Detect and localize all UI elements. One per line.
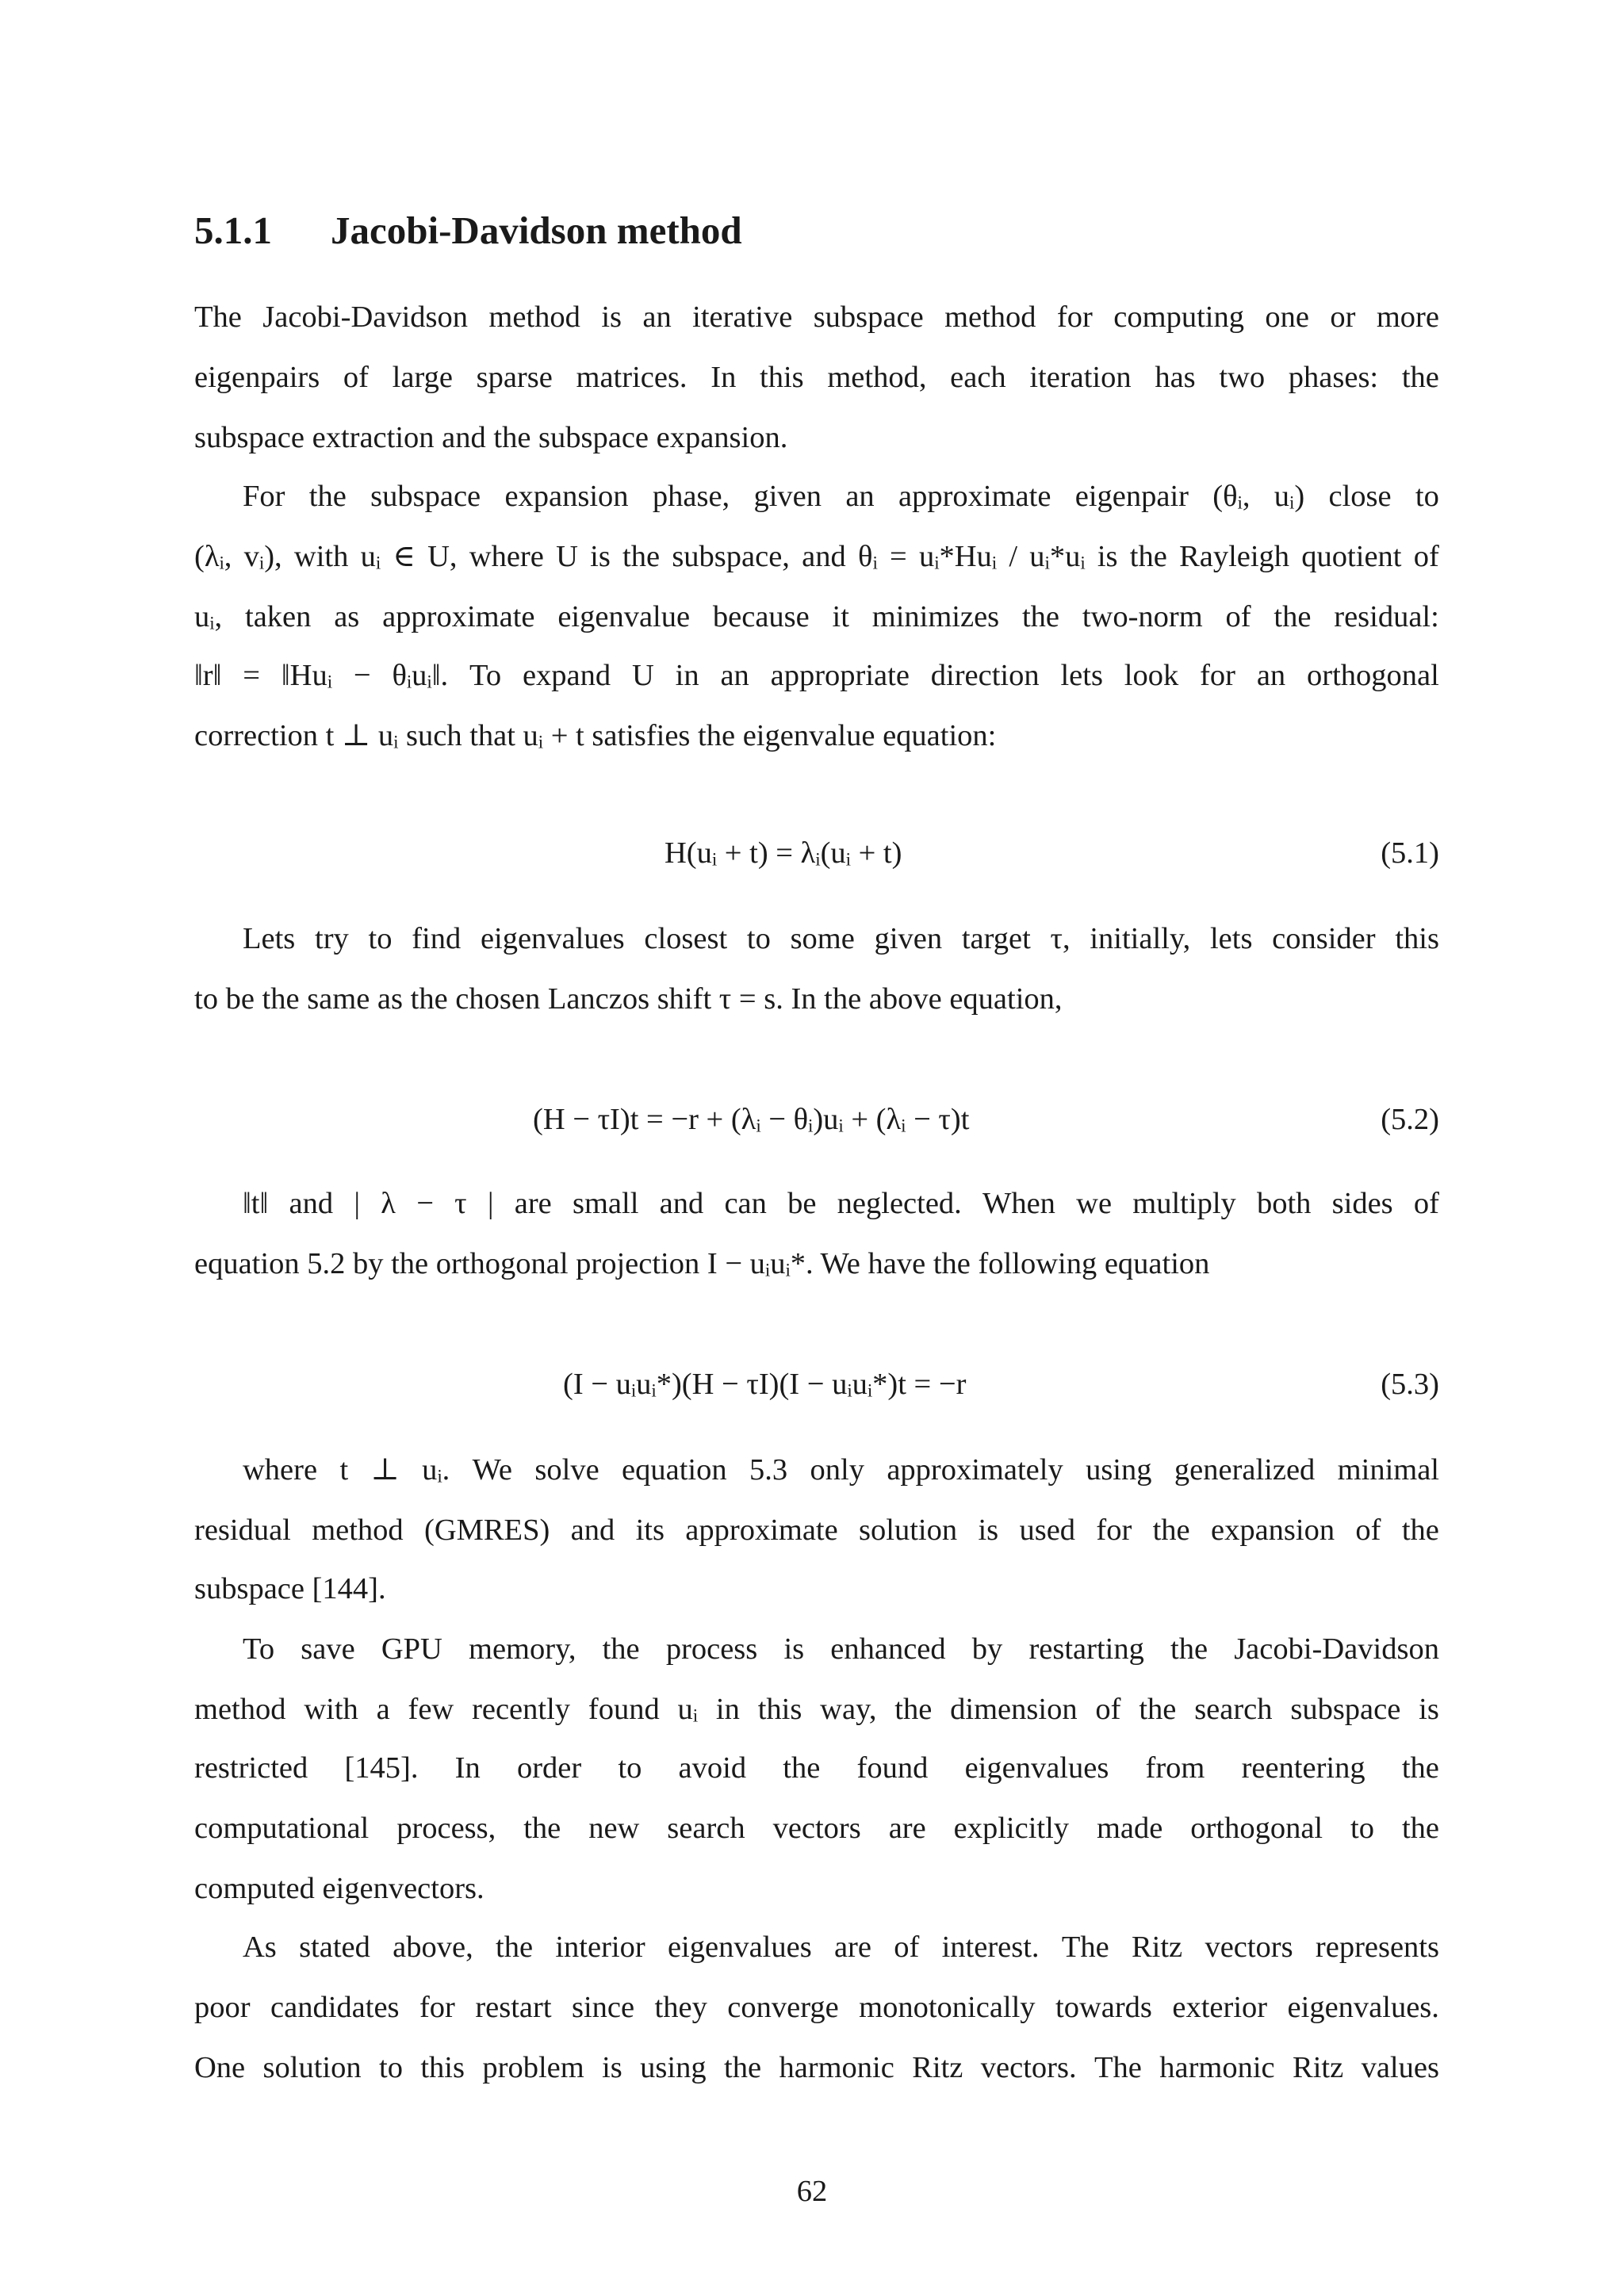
word: is	[783, 1632, 805, 1666]
word: uᵢ.	[422, 1453, 450, 1487]
word: |	[354, 1187, 361, 1220]
word: Rayleigh	[1179, 540, 1290, 573]
equation-5-2-label: (5.2)	[1381, 1103, 1439, 1136]
word: eigenpair	[1074, 480, 1189, 513]
word: solution	[859, 1513, 958, 1547]
word: towards	[1055, 1991, 1152, 2024]
word: the	[1401, 1513, 1439, 1547]
p2-line-3	[194, 598, 1439, 636]
word: neglected.	[837, 1187, 962, 1220]
word: uᵢ,	[194, 600, 223, 633]
word: approximately	[887, 1453, 1063, 1487]
word: GPU	[381, 1632, 442, 1666]
p1-line-2	[194, 358, 1439, 396]
word: can	[724, 1187, 767, 1220]
word: a	[376, 1693, 390, 1726]
word: to	[379, 2051, 403, 2084]
word: for	[419, 1991, 455, 2024]
word: enhanced	[830, 1632, 946, 1666]
word: two	[1219, 361, 1266, 394]
word: an	[720, 659, 749, 692]
word: The	[1061, 1931, 1109, 1964]
word: of	[894, 1931, 920, 1964]
word: To	[469, 659, 502, 692]
word: We	[472, 1453, 513, 1487]
word: the	[1129, 540, 1167, 573]
word: of	[1413, 540, 1439, 573]
word: closest	[644, 922, 728, 955]
word: For	[243, 480, 285, 513]
word: As	[243, 1931, 277, 1964]
word: Jacobi-Davidson	[262, 300, 469, 334]
word: lets	[1209, 922, 1253, 955]
word: this	[420, 2051, 465, 2084]
word: method	[194, 1693, 286, 1726]
word: to	[618, 1751, 642, 1785]
word: in	[715, 1693, 740, 1726]
p4-line-2: equation 5.2 by the orthogonal projection I − uᵢuᵢ*. We have the following equation	[194, 1247, 1210, 1280]
word: generalized	[1174, 1453, 1316, 1487]
word: for	[1056, 300, 1093, 334]
word: [145].	[344, 1751, 419, 1785]
word: the	[1274, 600, 1312, 633]
word: =	[243, 659, 261, 692]
word: residual	[194, 1513, 291, 1547]
word: approximate	[898, 480, 1051, 513]
word: eigenvalues	[964, 1751, 1109, 1785]
word: uᵢ)	[1274, 480, 1305, 513]
word: t	[339, 1453, 349, 1487]
word: of	[343, 361, 369, 394]
word: the	[1170, 1632, 1208, 1666]
word: one	[1265, 300, 1309, 334]
word: subspace	[813, 300, 924, 334]
section-title: Jacobi-Davidson method	[331, 209, 742, 252]
word: harmonic	[1159, 2051, 1275, 2084]
word: 5.3	[749, 1453, 788, 1487]
p2-line-2	[194, 538, 1439, 576]
word: the	[622, 540, 661, 573]
word: are	[888, 1812, 926, 1845]
word: Ritz	[1131, 1931, 1183, 1964]
word: phases:	[1288, 361, 1379, 394]
p1-line-1	[194, 298, 1439, 336]
word: Ritz	[912, 2051, 963, 2084]
word: close	[1328, 480, 1392, 513]
word: using	[640, 2051, 707, 2084]
word: large	[392, 361, 453, 394]
word: for	[1200, 659, 1235, 692]
word: its	[635, 1513, 665, 1547]
word: approximate	[382, 600, 535, 633]
p2-line-1	[243, 477, 1439, 515]
word: few	[408, 1693, 454, 1726]
word: interest.	[941, 1931, 1040, 1964]
word: In	[454, 1751, 481, 1785]
word: ‖t‖	[243, 1187, 269, 1220]
word: find	[412, 922, 462, 955]
word: given	[753, 480, 822, 513]
word: eigenvalues	[480, 922, 625, 955]
word: expand	[522, 659, 611, 692]
word: restricted	[194, 1751, 308, 1785]
word: more	[1376, 300, 1439, 334]
word: is	[1419, 1693, 1439, 1726]
word: given	[874, 922, 943, 955]
word: subspace,	[672, 540, 790, 573]
word: avoid	[678, 1751, 747, 1785]
p6-line-2	[194, 1690, 1439, 1728]
word: computing	[1113, 300, 1244, 334]
word: small	[572, 1187, 639, 1220]
word: θᵢ	[858, 540, 878, 573]
word: ∈	[393, 540, 416, 573]
word: τ,	[1050, 922, 1071, 955]
p5-line-3: subspace [144].	[194, 1572, 386, 1605]
p5-line-1	[243, 1451, 1439, 1489]
word: uᵢ*Huᵢ	[918, 540, 998, 573]
word: as	[334, 600, 360, 633]
p1-line-3: subspace extraction and the subspace expansion.	[194, 421, 788, 454]
word: λ	[381, 1187, 396, 1220]
word: expansion	[504, 480, 629, 513]
word: θᵢuᵢ‖.	[392, 659, 449, 692]
word: is	[601, 300, 622, 334]
word: the	[1021, 600, 1060, 633]
word: an	[1256, 659, 1286, 692]
word: has	[1155, 361, 1196, 394]
word: method	[944, 300, 1036, 334]
word: subspace	[1290, 1693, 1401, 1726]
word: values	[1361, 2051, 1439, 2084]
word: because	[712, 600, 810, 633]
word: are	[514, 1187, 552, 1220]
word: restart	[475, 1991, 552, 2024]
word: the	[523, 1812, 561, 1845]
word: this	[757, 1693, 802, 1726]
word: from	[1145, 1751, 1205, 1785]
word: eigenvalue	[557, 600, 691, 633]
word: in	[675, 659, 699, 692]
word: we	[1076, 1187, 1113, 1220]
word: made	[1096, 1812, 1163, 1845]
word: search	[1194, 1693, 1273, 1726]
word: orthogonal	[1190, 1812, 1323, 1845]
word: the	[1401, 1751, 1439, 1785]
p2-line-5: correction t ⊥ uᵢ such that uᵢ + t satisfies the eigenvalue equation:	[194, 719, 997, 752]
equation-5-3: (I − uᵢuᵢ*)(H − τI)(I − uᵢuᵢ*)t = −r	[563, 1368, 967, 1401]
word: iterative	[692, 300, 793, 334]
section-heading	[194, 208, 742, 253]
word: vectors	[1205, 1931, 1293, 1964]
word: eigenvalues	[667, 1931, 812, 1964]
word: is	[1097, 540, 1118, 573]
word: an	[845, 480, 875, 513]
word: computational	[194, 1812, 370, 1845]
word: /	[1009, 540, 1018, 573]
word: (λᵢ,	[194, 540, 232, 573]
word: τ	[454, 1187, 467, 1220]
word: orthogonal	[1307, 659, 1439, 692]
p6-line-4	[194, 1809, 1439, 1847]
word: each	[950, 361, 1006, 394]
word: U	[631, 659, 654, 692]
word: only	[810, 1453, 864, 1487]
word: the	[1139, 1693, 1177, 1726]
word: eigenvalues.	[1287, 1991, 1439, 2024]
word: uᵢ*uᵢ	[1029, 540, 1086, 573]
word: found	[856, 1751, 929, 1785]
word: the	[724, 2051, 762, 2084]
equation-5-2: (H − τI)t = −r + (λᵢ − θᵢ)uᵢ + (λᵢ − τ)t	[533, 1103, 970, 1136]
word: since	[571, 1991, 635, 2024]
word: save	[301, 1632, 355, 1666]
word: minimizes	[871, 600, 1000, 633]
word: look	[1124, 659, 1179, 692]
word: it	[832, 600, 849, 633]
word: to	[746, 922, 771, 955]
word: the	[496, 1931, 534, 1964]
p7-line-1	[243, 1928, 1439, 1966]
word: is	[590, 540, 611, 573]
word: of	[1225, 600, 1251, 633]
word: restarting	[1028, 1632, 1144, 1666]
word: candidates	[270, 1991, 400, 2024]
word: quotient	[1301, 540, 1402, 573]
word: converge	[727, 1991, 839, 2024]
p6-line-1	[243, 1630, 1439, 1668]
word: of	[1095, 1693, 1121, 1726]
equation-5-3-label: (5.3)	[1381, 1368, 1439, 1401]
word: to	[1415, 480, 1439, 513]
word: the	[1401, 361, 1439, 394]
word: method,	[827, 361, 927, 394]
word: =	[889, 540, 907, 573]
word: uᵢ	[677, 1693, 699, 1726]
word: to	[1350, 1812, 1374, 1845]
word: −	[416, 1187, 434, 1220]
word: represents	[1315, 1931, 1439, 1964]
page-number: 62	[796, 2175, 828, 2208]
word: |	[487, 1187, 494, 1220]
word: monotonically	[859, 1991, 1036, 2024]
word: When	[982, 1187, 1055, 1220]
word: this	[1395, 922, 1439, 955]
word: by	[971, 1632, 1003, 1666]
word: process	[665, 1632, 758, 1666]
word: U,	[427, 540, 458, 573]
word: method	[488, 300, 580, 334]
word: direction	[930, 659, 1040, 692]
word: try	[315, 922, 349, 955]
word: expansion	[1210, 1513, 1335, 1547]
word: where	[469, 540, 544, 573]
word: found	[588, 1693, 660, 1726]
word: One	[194, 2051, 246, 2084]
word: way,	[820, 1693, 877, 1726]
word: uᵢ	[360, 540, 381, 573]
word: equation	[622, 1453, 727, 1487]
word: is	[602, 2051, 622, 2084]
word: vectors	[772, 1812, 861, 1845]
word: solve	[534, 1453, 599, 1487]
word: eigenpairs	[194, 361, 320, 394]
word: reentering	[1241, 1751, 1365, 1785]
p6-line-3	[194, 1749, 1439, 1787]
word: initially,	[1090, 922, 1191, 955]
word: is	[978, 1513, 999, 1547]
word: and	[289, 1187, 334, 1220]
word: where	[243, 1453, 318, 1487]
word: sparse	[476, 361, 553, 394]
word: Ritz	[1293, 2051, 1344, 2084]
word: (θᵢ,	[1212, 480, 1251, 513]
word: are	[833, 1931, 871, 1964]
word: the	[894, 1693, 933, 1726]
word: lets	[1060, 659, 1103, 692]
equation-5-1: H(uᵢ + t) = λᵢ(uᵢ + t)	[665, 836, 902, 870]
p7-line-2	[194, 1988, 1439, 2026]
word: above,	[393, 1931, 473, 1964]
word: memory,	[469, 1632, 576, 1666]
word: they	[654, 1991, 707, 2024]
word: used	[1019, 1513, 1076, 1547]
word: and	[570, 1513, 615, 1547]
word: harmonic	[779, 2051, 894, 2084]
word: and	[659, 1187, 704, 1220]
word: The	[194, 300, 242, 334]
word: the	[1401, 1812, 1439, 1845]
word: the	[1152, 1513, 1190, 1547]
word: for	[1096, 1513, 1132, 1547]
word: the	[602, 1632, 640, 1666]
word: Jacobi-Davidson	[1234, 1632, 1439, 1666]
word: To	[243, 1632, 275, 1666]
word: ‖Huᵢ	[281, 659, 333, 692]
word: an	[642, 300, 672, 334]
word: stated	[299, 1931, 370, 1964]
word: or	[1330, 300, 1356, 334]
word: iteration	[1029, 361, 1132, 394]
word: of	[1413, 1187, 1439, 1220]
word: minimal	[1337, 1453, 1439, 1487]
section-number: 5.1.1	[194, 209, 272, 252]
word: the	[308, 480, 347, 513]
word: with	[304, 1693, 358, 1726]
word: solution	[262, 2051, 362, 2084]
word: poor	[194, 1991, 251, 2024]
word: subspace	[370, 480, 481, 513]
p2-line-4	[194, 656, 1439, 695]
p3-line-2: to be the same as the chosen Lanczos shift τ = s. In the above equation,	[194, 982, 1063, 1016]
word: recently	[472, 1693, 571, 1726]
word: process,	[396, 1812, 496, 1845]
word: In	[710, 361, 737, 394]
word: order	[516, 1751, 582, 1785]
word: taken	[245, 600, 312, 633]
word: The	[1094, 2051, 1142, 2084]
word: search	[667, 1812, 745, 1845]
word: matrices.	[576, 361, 688, 394]
word: vectors.	[980, 2051, 1077, 2084]
word: residual:	[1334, 600, 1439, 633]
word: dimension	[950, 1693, 1078, 1726]
word: vᵢ),	[243, 540, 282, 573]
word: ‖r‖	[194, 659, 222, 692]
equation-5-1-label: (5.1)	[1381, 836, 1439, 870]
word: ⊥	[370, 1453, 400, 1487]
word: some	[790, 922, 855, 955]
word: multiply	[1132, 1187, 1236, 1220]
word: appropriate	[770, 659, 910, 692]
word: using	[1086, 1453, 1152, 1487]
word: two-norm	[1082, 600, 1203, 633]
word: problem	[482, 2051, 584, 2084]
word: exterior	[1172, 1991, 1268, 2024]
word: phase,	[652, 480, 730, 513]
p5-line-2	[194, 1511, 1439, 1549]
word: (GMRES)	[424, 1513, 550, 1547]
word: the	[783, 1751, 821, 1785]
word: consider	[1272, 922, 1376, 955]
word: of	[1355, 1513, 1381, 1547]
word: be	[787, 1187, 817, 1220]
word: Lets	[243, 922, 296, 955]
word: sides	[1331, 1187, 1393, 1220]
word: target	[961, 922, 1031, 955]
word: −	[353, 659, 371, 692]
word: explicitly	[953, 1812, 1070, 1845]
word: and	[802, 540, 846, 573]
word: U	[556, 540, 578, 573]
word: both	[1256, 1187, 1312, 1220]
word: new	[588, 1812, 640, 1845]
word: method	[312, 1513, 404, 1547]
word: with	[293, 540, 349, 573]
word: this	[760, 361, 804, 394]
word: interior	[555, 1931, 645, 1964]
word: to	[368, 922, 393, 955]
p7-line-3	[194, 2049, 1439, 2087]
word: approximate	[685, 1513, 838, 1547]
p6-line-5: computed eigenvectors.	[194, 1872, 485, 1905]
p3-line-1	[243, 920, 1439, 958]
p4-line-1	[243, 1184, 1439, 1223]
